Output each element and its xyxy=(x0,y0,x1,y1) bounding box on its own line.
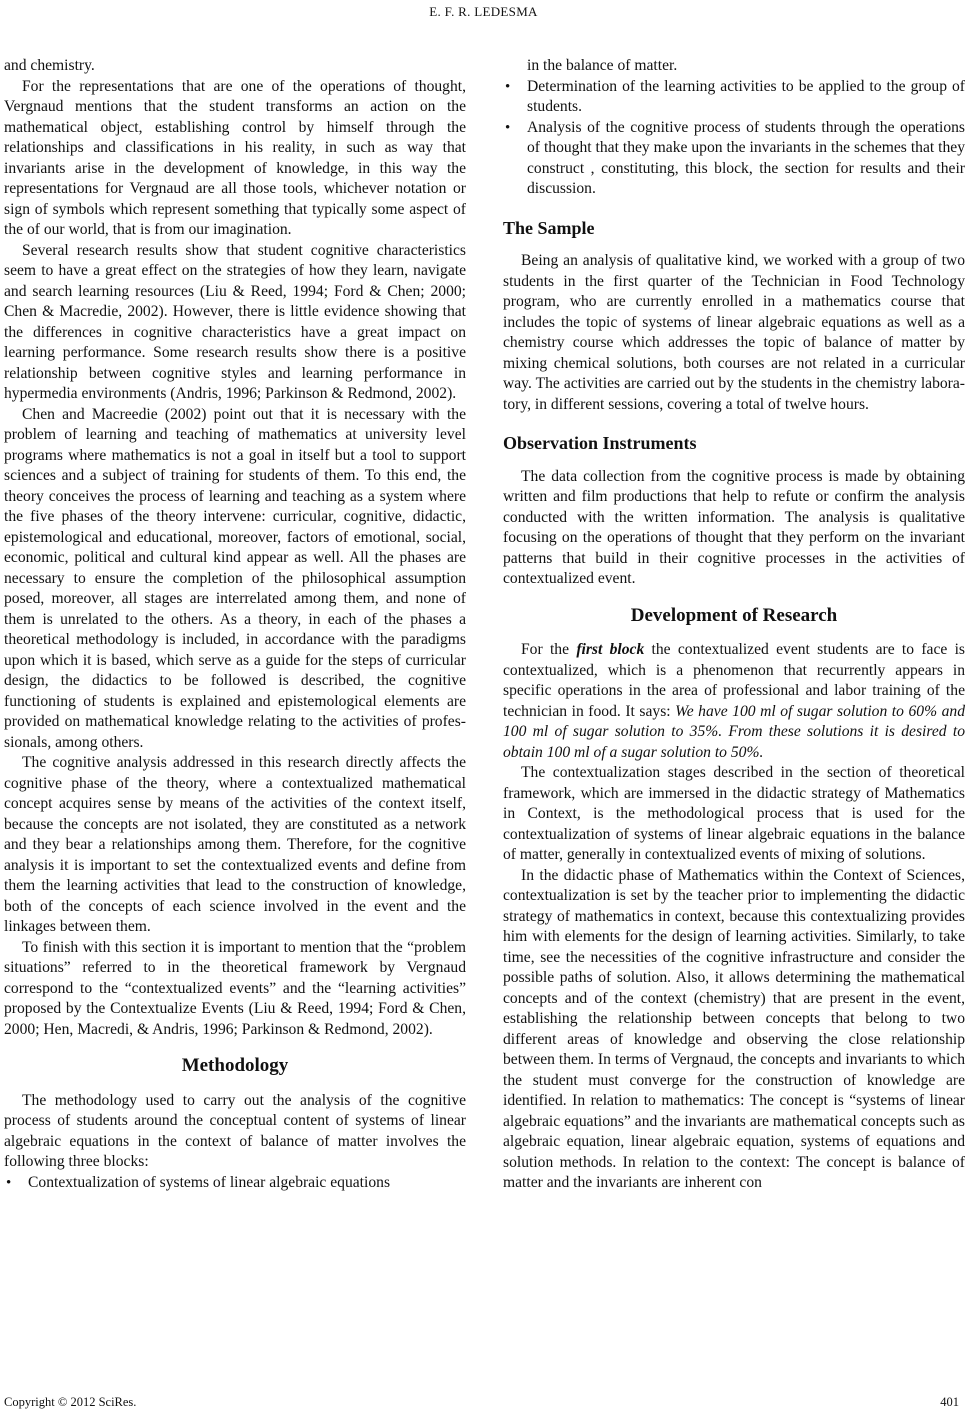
section-heading-sample: The Sample xyxy=(503,217,595,238)
paragraph: The data collection from the cognitive process is made by obtaining written and film productions that help to refute or confirm the analysis conducted with the written information. The analysis is qualitative focusing on the operations of thought that they perform on the invariant patterns that build in their cognitive processes in the activities of contextualized event. xyxy=(503,467,965,587)
paragraph: Chen and Macreedie (2002) point out that it is necessary with the problem of learning and teaching of mathematics at university level programs where mathematics is not a goal in itself but a tool to support sciences and a subject of training for students of them. To this end, the theory conceives the process of learning and teaching as a system where the five phases of the theory intervene: curricular, cognitive, didactic, epistemological and educational, moreover, factors of emotional, social, economic, political and cultural kind appear as well. All the phases are necessary to ensure the completion of the philosophical assumption posed, moreover, all stages are interrelated among them, and none of them is unrelated to the others. As a theory, in each of the phases a theoretical methodology is included, in accordance with the paradigms upon which it is based, which serve as a guide for the steps of curricular design, the didactics to be followed is described, the cognitive functioning of students is explained and epistemological elements are provided on mathematical knowledge relating to the activities of professionals, among others. xyxy=(4,405,466,751)
running-head: E. F. R. LEDESMA xyxy=(429,4,538,19)
section-heading-development: Development of Research xyxy=(630,604,838,626)
bullet-list xyxy=(4,1173,466,1194)
right-column xyxy=(503,56,965,1194)
left-column xyxy=(4,56,466,1193)
emphasis-first-block: first block xyxy=(576,641,645,658)
quoted-problem: We have 100 ml of sugar solution to 60% and 100 ml of sugar solution to 35%. From these solutions it is desired to obtain 100 ml of a sugar solution to 50%. xyxy=(503,702,966,761)
paragraph: Several research results show that student cognitive characteristics seem to have a great effect on the strategies of how they learn, navigate and search learning resources (Liu & Reed, 1994; Ford & Chen; 2000; Chen & Macredie, 2002). However, there is little evidence showing that the differences in cognitive characteristics have a great impact on learning performance. Some research results show there is a positive relationship between cognitive styles and learning performance in hypermedia environments (Andris, 1996; Parkinson & Redmond, 2002). xyxy=(4,241,466,402)
list-item-continued: in the balance of matter. xyxy=(527,57,678,74)
list-item: • Contextualization of systems of linear algebraic equations xyxy=(4,1173,466,1194)
page-number: 401 xyxy=(940,1395,959,1409)
paragraph: The cognitive analysis addressed in this research directly affects the cognitive phase of the theory, where a contextualized mathematical concept acquires sense by means of the activities of the context itself, because the concepts are not isolated, they are constituted as a network and they bear a relationships among them. Therefore, for the cognitive analysis it is important to set the contextualized events and define from them the learning activities that lead to the construction of knowledge, both of the concepts of each science involved in the event and the linkages between them. xyxy=(4,754,466,935)
list-item: • Analysis of the cognitive process of students through the operations of thought that they make upon the invariants in the schemes that they construct , constituting, this block, the section for results and their discussion. xyxy=(503,118,965,200)
paragraph: In the didactic phase of Mathematics within the Context of Sciences, contextualization is set by the teacher prior to implementing the didactic strategy of mathematics in context, because this contextualizing provides him with elements for the design of learning activities. Similarly, to take time, see the necessities of the cognitive infrastructure and consider the possible paths of solution. Also, it allows determining the mathematical concepts and of the context (chemistry) that are present in the event, establishing the relationship between concepts that belong to two different areas of knowledge and observing the close relationship between them. In terms of Vergnaud, the concepts and invariants to which the student must converge for the construction of knowledge are identified. In relation to mathematics: The concept is “systems of linear algebraic equations” and the invariants are mathematical concepts such as algebraic equation, linear algebraic equation, systems of equations and solution methods. In relation to the context: The concept is balance of matter and the invariants are inherent con xyxy=(503,866,965,1191)
paragraph: and chemistry. xyxy=(4,57,95,74)
list-item: • Determination of the learning activities to be applied to the group of students. xyxy=(503,77,965,118)
text-run: For the xyxy=(521,641,577,658)
paragraph: To finish with this section it is important to mention that the “problem situations” referred to in the theoretical framework by Vergnaud correspond to the “contextualized events” and the “learning activities” proposed by the Contextualize Events (Liu & Reed, 1994; Ford & Chen, 2000; Hen, Macredi, & Andris, 1996; Parkinson & Redmond, 2002). xyxy=(4,938,466,1038)
section-heading-instruments: Observation Instruments xyxy=(503,433,697,453)
paragraph: The contextualization stages described in the section of theoretical framework, which are immersed in the didactic strategy of Mathematics in Context, is the methodological process that is used for the contextualization of systems of linear algebraic equations in the balance of matter, generally in contextualized events of mixing of solutions. xyxy=(503,764,965,863)
paragraph: For the representations that are one of the operations of thought, Vergnaud mentions that the student transforms an action on the mathematical object, establishing control by himself through the relationships and classifications in his reality, in such as way that invariants arise in the development of knowledge, in this way the representations for Vergnaud are all those tools, whichever notation or sign of symbols which represent something that typically some aspect of the of our world, that is from our imagination. xyxy=(4,77,466,238)
bullet-list xyxy=(503,56,965,200)
copyright-notice: Copyright © 2012 SciRes. xyxy=(4,1395,137,1409)
section-heading-methodology: Methodology xyxy=(181,1055,289,1076)
paragraph xyxy=(503,640,965,763)
paragraph: The methodology used to carry out the analysis of the cognitive process of students around the conceptual content of systems of linear algebraic equations in the context of balance of matter involves the following three blocks: xyxy=(4,1091,466,1170)
paragraph: Being an analysis of qualitative kind, we worked with a group of two students in the first quarter of the Technician in Food Technology program, who are currently enrolled in a mathematics course that includes the topic of systems of linear algebraic equations as well as a chemistry course which addresses the topic of balance of matter by mixing chemical solutions, both courses are not related in a curricular way. The activities are carried out by the students in the chemistry laboratory, in different sessions, covering a total of twelve hours. xyxy=(503,252,965,413)
text-run: the contextualized event students are to face is contextualized, which is a phenomenon that recurrently appears in specific operations in the area of professional and labor training of the technician in food. It says: xyxy=(503,641,965,720)
